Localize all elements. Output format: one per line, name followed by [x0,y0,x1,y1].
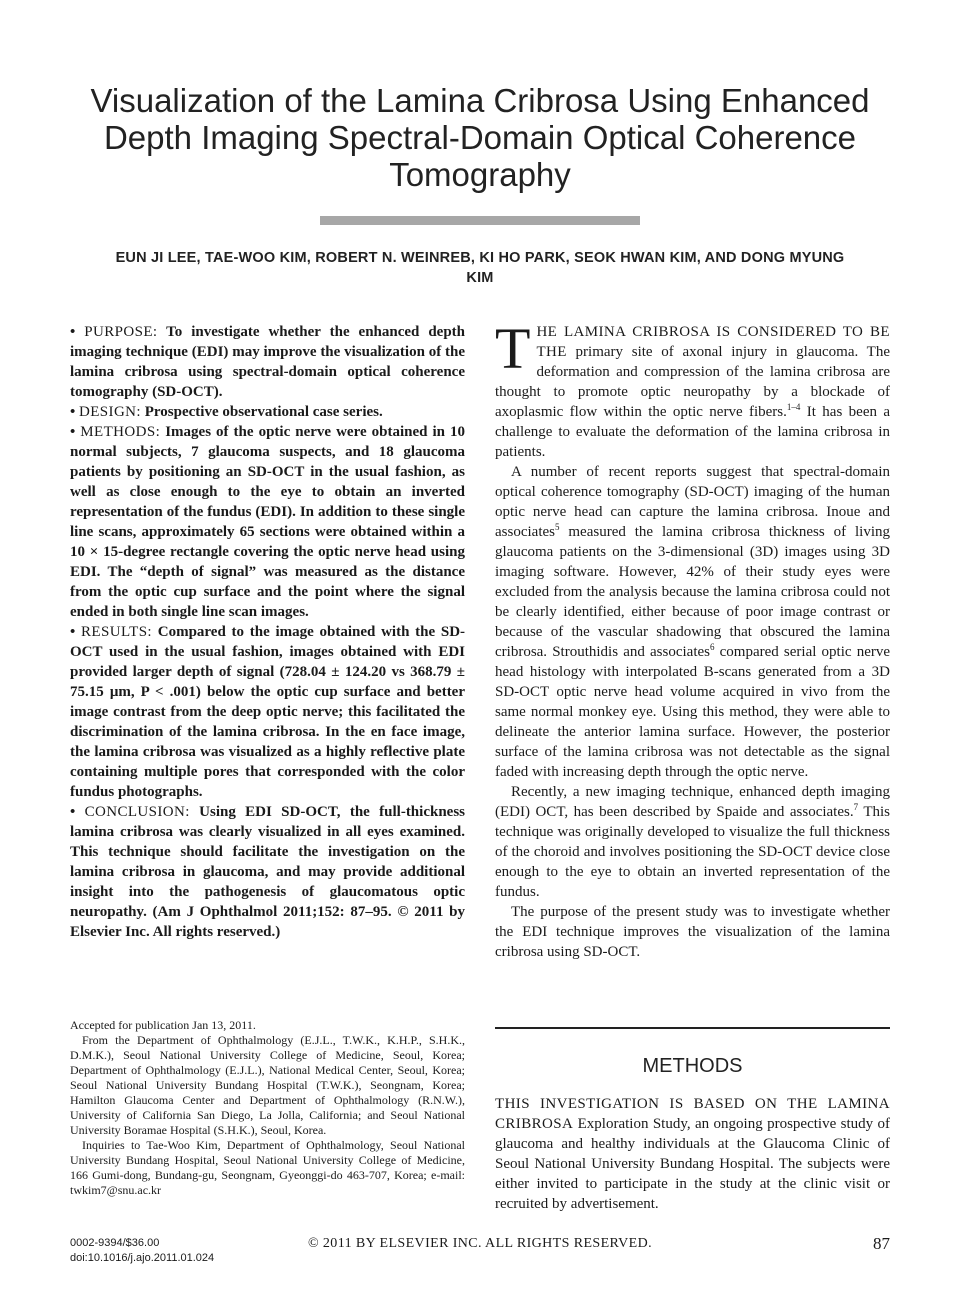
article-footnote [70,1018,465,1198]
abstract-results [70,622,465,802]
abstract-purpose [70,322,465,402]
issn: 0002-9394/$36.00 [70,1237,160,1249]
bullet-icon: • [70,404,76,420]
abstract [70,322,465,942]
reference-link[interactable]: 5 [554,522,560,532]
intro-paragraph-2 [495,462,890,782]
intro-p2-text-b: measured the lamina cribrosa thickness of living glaucoma patients on the 3-dimensional (3D) images using 3D imaging software. However, 42% of their study eyes were excluded from the analysis because the lamina cribrosa could not be clearly identified, either because of poor image contrast or because of the vascular shadowing that obscured the lamina cribrosa. Strouthidis and associates [495,524,891,660]
email-link[interactable]: twkim7@snu.ac.kr [70,1183,162,1197]
purpose-label: PURPOSE: [84,324,158,340]
methods-lead-smallcaps: THIS INVESTIGATION IS BASED ON THE LAMINA CRIBROSA [495,1096,890,1132]
design-text: Prospective observational case series. [144,404,383,420]
reference-link[interactable]: 7 [853,802,859,812]
title-divider [320,216,640,225]
intro-lead-smallcaps: HE LAMINA CRIBROSA IS CONSIDERED TO BE THE [536,324,890,360]
reference-link[interactable]: 6 [709,642,715,652]
intro-p2-text-a: A number of recent reports suggest that spectral-domain optical coherence tomography (SD-OCT) imaging of the human optic nerve head can capture the lamina cribrosa. Inoue and associates [495,464,890,540]
author-list: EUN JI LEE, TAE-WOO KIM, ROBERT N. WEINREB, KI HO PARK, SEOK HWAN KIM, AND DONG MYUNG KIM [115,250,845,286]
methods-label: METHODS: [80,424,161,440]
introduction [495,316,891,962]
methods-section [495,1094,890,1214]
conclusion-text: Using EDI SD-OCT, the full-thickness lamina cribrosa was clearly visualized in all eyes examined. This technique should facilitate the investigation on the lamina cribrosa in glaucoma, and may provide additional insight into the pathogenesis of glaucomatous optic neuropathy. (Am J Ophthalmol 2011;152: 87–95. © 2011 by Elsevier Inc. All rights reserved.) [70,804,465,940]
results-text: Compared to the image obtained with the SD-OCT used in the usual fashion, images obtained with EDI provided larger depth of signal (728.04 ± 124.20 vs 368.79 ± 75.15 μm, P < .001) below the optic cup surface and better image contrast from the deep optic nerve; this facilitated the discrimination of the lamina cribrosa. In the en face image, the lamina cribrosa was visualized as a highly reflective plate containing multiple pores that corresponded with the color fundus photographs. [70,624,466,800]
article-title: Visualization of the Lamina Cribrosa Using Enhanced Depth Imaging Spectral-Domain Optical Coherence Tomography [90,82,870,193]
intro-paragraph-1 [495,316,890,462]
methods-heading: METHODS [642,1055,743,1077]
intro-p1-text-b: It has been a challenge to evaluate the deformation of the lamina cribrosa in patients. [495,404,890,460]
accepted-date: Accepted for publication Jan 13, 2011. [70,1018,256,1032]
abstract-conclusion [70,802,465,942]
reference-link[interactable]: 1–4 [786,402,801,412]
conclusion-label: CONCLUSION: [84,804,190,820]
design-label: DESIGN: [79,404,141,420]
footer-copyright: © 2011 BY ELSEVIER INC. ALL RIGHTS RESERVED. [307,1236,653,1251]
correspondence [70,1138,465,1198]
bullet-icon: • [70,804,76,820]
footer-identifiers [70,1236,214,1266]
affiliations: From the Department of Ophthalmology (E.J.L., T.W.K., K.H.P., S.H.K., D.M.K.), Seoul National University College of Medicine, Seoul, Korea; Department of Ophthalmology (E.J.L.), National Medical Center, Seoul, Korea; Seoul National University Bundang Hospital (T.W.K.), Seongnam, Korea; Hamilton Glaucoma Center and Department of Ophthalmology (R.N.W.), University of California San Diego, La Jolla, California; and Seoul National University Boramae Hospital (S.H.K.), Seoul, Korea. [70,1033,465,1137]
abstract-design [70,402,465,422]
methods-divider [495,1027,890,1029]
purpose-text: To investigate whether the enhanced depth imaging technique (EDI) may improve the visualization of the lamina cribrosa using spectral-domain optical coherence tomography (SD-OCT). [70,324,466,400]
intro-p3-text-a: Recently, a new imaging technique, enhanced depth imaging (EDI) OCT, has been described by Spaide and associates. [495,784,890,820]
doi-link[interactable]: doi:10.1016/j.ajo.2011.01.024 [70,1252,215,1264]
intro-paragraph-3 [495,782,890,902]
bullet-icon: • [70,324,76,340]
abstract-methods [70,422,465,622]
drop-cap: T [495,316,531,381]
intro-paragraph-4: The purpose of the present study was to investigate whether the EDI technique improves the visualization of the lamina cribrosa using SD-OCT. [495,904,890,960]
page-number: 87 [873,1234,890,1253]
intro-p1-text-a: primary site of axonal injury in glaucoma. The deformation and compression of the lamina cribrosa are thought to promote optic neuropathy by a blockade of axoplasmic flow within the optic nerve fibers. [495,344,890,420]
methods-paragraph [495,1094,890,1214]
bullet-icon: • [70,624,76,640]
methods-text: Exploration Study, an ongoing prospective study of glaucoma and healthy individuals at the Glaucoma Clinic of Seoul National University Bundang Hospital. The subjects were either invited to participate in the study at the clinic visit or recruited by advertisement. [495,1116,890,1212]
inquiries-text: Inquiries to Tae-Woo Kim, Department of Ophthalmology, Seoul National University Bundang Hospital, Seoul National University College of Medicine, 166 Gumi-dong, Bundang-gu, Seongnam, Gyeonggi-do 463-707, Korea; e-mail: [70,1138,465,1182]
methods-text: Images of the optic nerve were obtained in 10 normal subjects, 7 glaucoma suspects, and 18 glaucoma patients by positioning an SD-OCT in the usual fashion, as well as close enough to the eye to obtain an inverted representation of the fundus (EDI). In addition to these single line scans, approximately 65 sections were obtained within a 10 × 15-degree rectangle covering the optic nerve head using EDI. The “depth of signal” was measured as the distance from the optic cup surface and the point where the signal ended in both single line scan images. [70,424,466,620]
intro-p3-text-b: This technique was originally developed to visualize the full thickness of the choroid and involves positioning the SD-OCT device close enough to the eye to obtain an inverted representation of the fundus. [495,804,890,900]
bullet-icon: • [70,424,76,440]
results-label: RESULTS: [81,624,153,640]
intro-p2-text-c: compared serial optic nerve head histology with interpolated B-scans generated from a 3D SD-OCT optic nerve head volume acquired in vivo from the same normal monkey eye. Using this method, they were able to delineate the anterior lamina surface. However, the posterior surface of the lamina cribrosa was not detectable as the signal faded with increasing depth through the optic nerve. [495,644,891,780]
